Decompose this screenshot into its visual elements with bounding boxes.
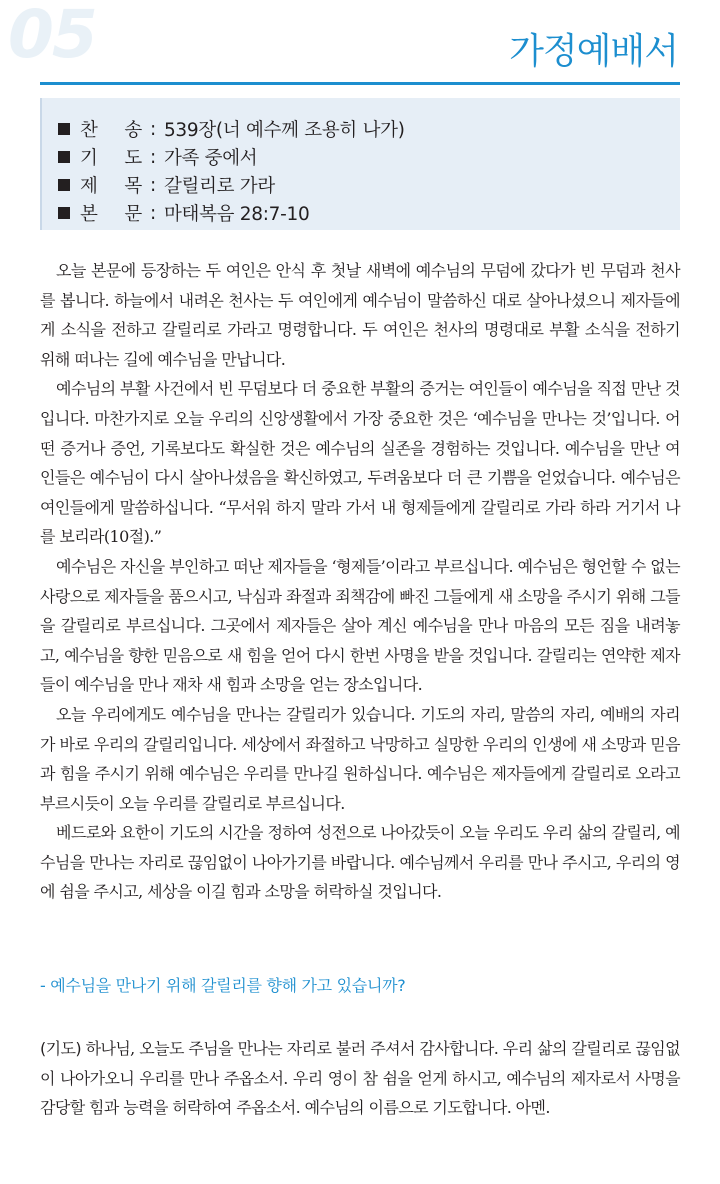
info-colon: :	[150, 174, 156, 196]
info-label: 찬 송	[80, 120, 142, 141]
info-colon: :	[150, 118, 156, 140]
sermon-paragraph: 베드로와 요한이 기도의 시간을 정하여 성전으로 나아갔듯이 오늘 우리도 우리 삶의 갈릴리, 예수님을 만나는 자리로 끊임없이 나아가기를 바랍니다. 예수님께서 우리를 만나 주시고, 우리의 영에 쉼을 주시고, 세상을 이길 힘과 소망을 허락하실 것입니다.	[40, 823, 680, 902]
square-bullet-icon	[58, 207, 70, 219]
square-bullet-icon	[58, 179, 70, 191]
worship-info-box	[40, 98, 680, 230]
day-number: 05	[8, 0, 96, 73]
info-value: 가족 중에서	[163, 148, 258, 169]
info-value: 갈릴리로 가라	[163, 176, 275, 197]
title-divider	[40, 82, 680, 85]
prayer-text: 하나님, 오늘도 주님을 만나는 자리로 불러 주셔서 감사합니다. 우리 삶의 갈릴리로 끊임없이 나아가오니 우리를 만나 주옵소서. 우리 영이 참 쉼을 얻게 하시고, 예수님의 제자로서 사명을 감당할 힘과 능력을 허락하여 주옵소서. 예수님의 이름으로 기도합니다. 아멘.	[40, 1039, 680, 1118]
sermon-paragraph: 오늘 우리에게도 예수님을 만나는 갈릴리가 있습니다. 기도의 자리, 말씀의 자리, 예배의 자리가 바로 우리의 갈릴리입니다. 세상에서 좌절하고 낙망하고 실망한 우리의 인생에 새 소망과 믿음과 힘을 주시기 위해 예수님은 우리를 만나길 원하십니다. 예수님은 제자들에게 갈릴리로 오라고 부르시듯이 오늘 우리를 갈릴리로 부르십니다.	[40, 704, 680, 813]
info-value: 539장(너 예수께 조용히 나가)	[163, 120, 405, 141]
info-row-prayer	[58, 143, 680, 171]
prayer-label: (기도)	[40, 1039, 81, 1058]
sermon-body	[40, 256, 680, 907]
square-bullet-icon	[58, 151, 70, 163]
sermon-paragraph: 오늘 본문에 등장하는 두 여인은 안식 후 첫날 새벽에 예수님의 무덤에 갔다가 빈 무덤과 천사를 봅니다. 하늘에서 내려온 천사는 두 여인에게 예수님이 말씀하신 대로 살아나셨으니 제자들에게 소식을 전하고 갈릴리로 가라고 명령합니다. 두 여인은 천사의 명령대로 부활 소식을 전하기 위해 떠나는 길에 예수님을 만납니다.	[40, 261, 680, 369]
square-bullet-icon	[58, 123, 70, 135]
closing-prayer	[40, 1034, 680, 1123]
reflection-question: - 예수님을 만나기 위해 갈릴리를 향해 가고 있습니까?	[40, 976, 406, 995]
page-title: 가정예배서	[509, 31, 678, 72]
info-label: 기 도	[80, 148, 142, 169]
info-row-scripture	[58, 199, 680, 227]
sermon-paragraph: 예수님의 부활 사건에서 빈 무덤보다 더 중요한 부활의 증거는 여인들이 예수님을 직접 만난 것입니다. 마찬가지로 오늘 우리의 신앙생활에서 가장 중요한 것은 ‘예수님을 만나는 것’입니다. 어떤 증거나 증언, 기록보다도 확실한 것은 예수님의 실존을 경험하는 것입니다. 예수님을 만난 여인들은 예수님이 다시 살아나셨음을 확신하였고, 두려움보다 더 큰 기쁨을 얻었습니다. 예수님은 여인들에게 말씀하십니다. “무서워 하지 말라 가서 내 형제들에게 갈릴리로 가라 하라 거기서 나를 보리라(10절).”	[40, 379, 680, 547]
sermon-paragraph: 예수님은 자신을 부인하고 떠난 제자들을 ‘형제들’이라고 부르십니다. 예수님은 형언할 수 없는 사랑으로 제자들을 품으시고, 낙심과 좌절과 죄책감에 빠진 그들에게 새 소망을 주시기 위해 그들을 갈릴리로 부르십니다. 그곳에서 제자들은 살아 계신 예수님을 만나 마음의 모든 짐을 내려놓고, 예수님을 향한 믿음으로 새 힘을 얻어 다시 한번 사명을 받을 것입니다. 갈릴리는 연약한 제자들이 예수님을 만나 재차 새 힘과 소망을 얻는 장소입니다.	[40, 556, 680, 695]
info-colon: :	[150, 146, 156, 168]
info-row-hymn	[58, 115, 680, 143]
info-label: 본 문	[80, 204, 142, 225]
info-value: 마태복음 28:7-10	[163, 204, 310, 225]
info-row-title	[58, 171, 680, 199]
info-colon: :	[150, 202, 156, 224]
info-label: 제 목	[80, 176, 142, 197]
